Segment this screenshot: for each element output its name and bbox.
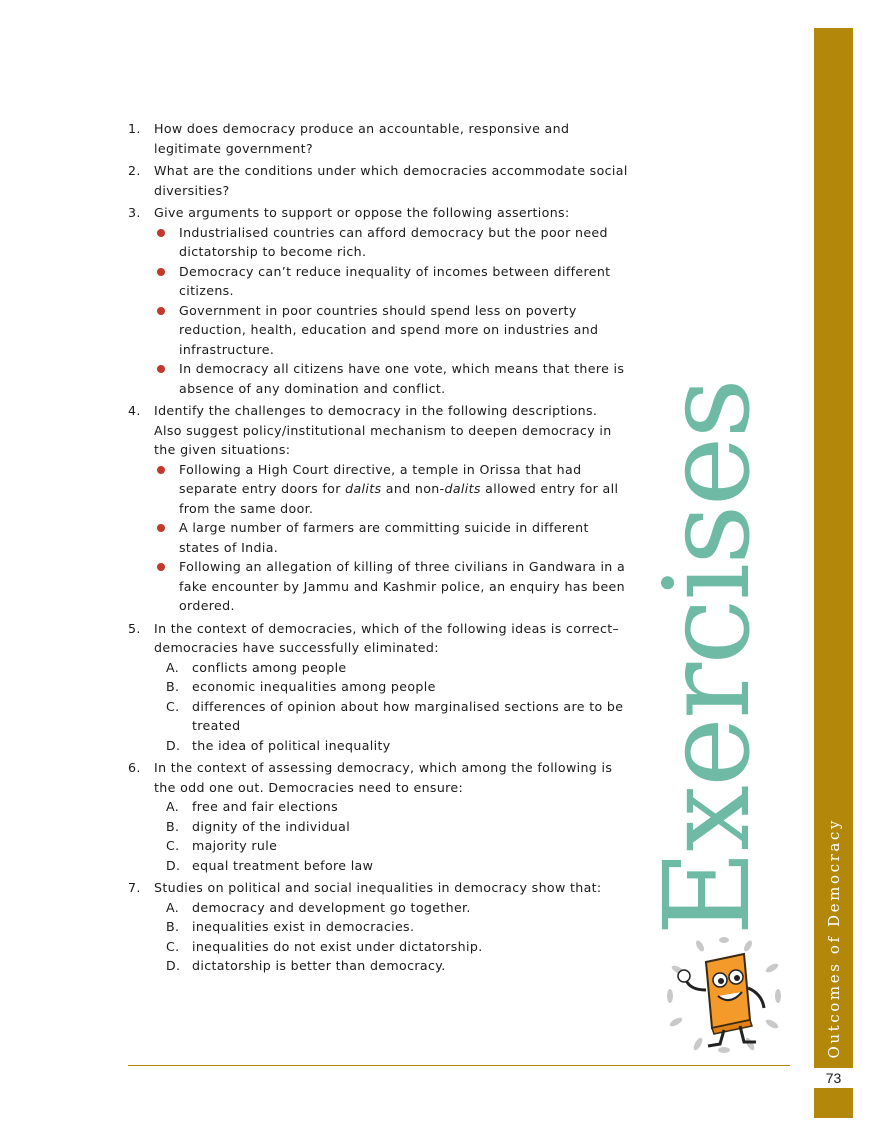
option-item [154,917,628,937]
bullet-text: Following an allegation of killing of three civilians in Gandwara in a fake encounter by Jammu and Kashmir police, an enquiry has been ordered. [179,559,626,613]
question-text: Studies on political and social inequalities in democracy show that: [154,880,602,895]
question-text: In the context of democracies, which of the following ideas is correct– democracies have successfully eliminated: [154,620,620,655]
list-item [154,301,628,360]
option-letter: C. [166,838,180,853]
option-item [154,817,628,837]
option-letter: D. [166,857,181,873]
option-text: equal treatment before law [192,857,374,873]
option-letter: C. [166,938,180,954]
bullet-dot-icon [157,268,165,276]
list-item [154,557,628,616]
list-item [154,518,628,557]
question-number: 6. [128,760,141,775]
option-letter: D. [166,958,181,973]
question-number: 1. [128,121,141,136]
option-text: the idea of political inequality [192,737,391,753]
question-1 [128,119,628,158]
chapter-title: Outcomes of Democracy [824,817,843,1058]
bullet-dot-icon [157,307,165,315]
option-text: free and fair elections [192,799,339,814]
bullet-dot-icon [157,365,165,373]
exercise-questions [128,119,628,979]
option-item [154,956,628,976]
situation-list [154,460,628,616]
option-letter: B. [166,679,180,694]
option-list [154,898,628,976]
question-number: 3. [128,205,141,220]
option-text: dignity of the individual [192,818,351,834]
bullet-italic-term: dalits [444,481,481,496]
bullet-dot-icon [157,563,165,571]
question-text: Give arguments to support or oppose the following assertions: [154,205,570,220]
exercises-banner [632,379,782,936]
option-text: inequalities exist in democracies. [192,919,415,934]
option-text: majority rule [192,838,278,853]
option-letter: B. [166,818,180,834]
question-2 [128,161,628,200]
bullet-text: Democracy can’t reduce inequality of incomes between different citizens. [179,263,611,298]
question-6 [128,758,628,875]
question-number: 5. [128,620,141,636]
exercises-title: Exercises [638,379,776,936]
option-letter: B. [166,919,180,934]
option-letter: A. [166,899,180,915]
option-item [154,736,628,756]
list-item [154,460,628,519]
option-letter: C. [166,698,180,714]
list-item [154,262,628,301]
option-letter: A. [166,799,180,814]
question-7 [128,878,628,976]
option-list [154,658,628,756]
bullet-text: Industrialised countries can afford democracy but the poor need dictatorship to become rich. [179,224,608,259]
list-item [154,223,628,262]
question-number: 2. [128,163,141,178]
question-number: 4. [128,403,141,418]
option-letter: D. [166,737,181,753]
option-text: economic inequalities among people [192,679,436,694]
option-text: inequalities do not exist under dictatorship. [192,938,483,954]
option-item [154,697,628,736]
bullet-italic-term: dalits [345,481,382,496]
option-item [154,836,628,856]
option-letter: A. [166,659,180,675]
footer-divider [128,1065,790,1066]
book-mascot-icon [660,932,788,1056]
question-3 [128,203,628,398]
bullet-text-part: and non- [381,481,445,496]
bullet-text-part: allowed entry for all from the same door. [179,481,619,516]
option-item [154,856,628,876]
option-list [154,797,628,875]
option-item [154,677,628,697]
option-text: democracy and development go together. [192,899,471,915]
chapter-title-vertical [814,28,853,1058]
bullet-dot-icon [157,524,165,532]
assertion-list [154,223,628,399]
question-number: 7. [128,880,141,895]
option-text: differences of opinion about how marginalised sections are to be treated [192,698,624,733]
page-number: 73 [814,1068,853,1088]
bullet-dot-icon [157,229,165,237]
bullet-text: A large number of farmers are committing suicide in different states of India. [179,520,589,555]
question-text: In the context of assessing democracy, which among the following is the odd one out. Democracies need to ensure: [154,760,613,795]
option-text: dictatorship is better than democracy. [192,958,446,973]
bullet-text: In democracy all citizens have one vote, which means that there is absence of any domination and conflict. [179,361,625,396]
question-text: What are the conditions under which democracies accommodate social diversities? [154,163,628,198]
question-5 [128,619,628,756]
option-item [154,797,628,817]
list-item [154,359,628,398]
option-item [154,898,628,918]
question-text: Identify the challenges to democracy in the following descriptions. Also suggest policy/institutional mechanism to deepen democracy in the given situations: [154,403,612,457]
question-4 [128,401,628,616]
side-bar-bottom [814,1088,853,1118]
bullet-text: Government in poor countries should spend less on poverty reduction, health, education and spend more on industries and infrastructure. [179,302,599,357]
option-item [154,937,628,957]
option-text: conflicts among people [192,659,347,675]
question-text: How does democracy produce an accountable, responsive and legitimate government? [154,121,570,156]
bullet-dot-icon [157,466,165,474]
option-item [154,658,628,678]
bullet-text-part: Following a High Court directive, a temple in Orissa that had separate entry doors for [179,461,582,496]
